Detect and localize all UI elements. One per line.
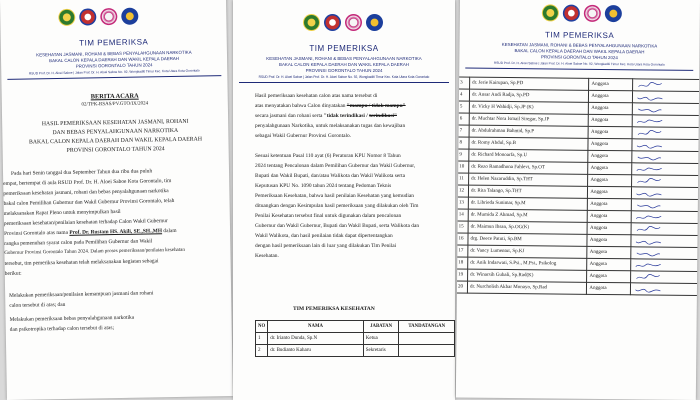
row-no: 2 bbox=[256, 345, 268, 357]
row-role: Anggota bbox=[588, 162, 632, 174]
paragraph-1-line-2: empat, bertempat di aula RSUD Prof. Dr. H. Aloei Saboe Kota Gorontalo, tim bbox=[3, 178, 172, 187]
row-name: dr. Ansar Andi Radja, Sp.PD bbox=[469, 89, 589, 102]
header-subtitle-1: KESEHATAN JASMANI, ROHANI & BEBAS PENYALAHGUNAAN NARKOTIKA bbox=[266, 56, 422, 61]
regulation-line-3: Bupati dan Wakil Bupati, dan/atau Walikota dan Wakil Walikota serta bbox=[255, 173, 405, 179]
header-subtitle-1: KESEHATAN JASMANI, ROHANI & BEBAS PENYALAHGUNAAN NARKOTIKA bbox=[501, 41, 658, 49]
row-signature bbox=[631, 283, 699, 296]
row-role: Anggota bbox=[589, 114, 633, 126]
row-signature bbox=[631, 259, 699, 272]
header-signature: TANDATANGAN bbox=[399, 321, 455, 333]
signature-mark bbox=[635, 141, 665, 149]
regulation-line-5: Pemeriksaan Kesehatan, bahwa hasil penilaian Kesehatan yang kemudian bbox=[255, 193, 414, 199]
row-role: Anggota bbox=[587, 270, 631, 282]
header-address: RSUD Prof. Dr. H. Aloei Saboe | Jalan Prof. Dr. H. Aloei Saboe No. 92, Wongkaditi Timur Kec. Kota Utara Kota Gorontalo bbox=[258, 75, 430, 79]
row-signature bbox=[632, 151, 700, 164]
row-signature bbox=[632, 163, 700, 176]
result-indication-struck: terindikasi" bbox=[369, 113, 397, 119]
signature-mark bbox=[634, 165, 664, 173]
row-role: Anggota bbox=[587, 258, 631, 270]
row-name: dr. Librieda Sunimar, Sp.M bbox=[468, 197, 588, 210]
paragraph-1-line-3: pemeriksaan kesehatan jasmani, rohani dan bebas penyalahgunaan narkotika bbox=[3, 188, 169, 197]
row-signature bbox=[633, 79, 700, 92]
list-item-a-line-1: Melakukan pemeriksaan/penilaian kemampuan jasmani dan rohani bbox=[9, 290, 154, 299]
row-name: dr. Vancy Lumentut, Sp.KJ bbox=[468, 245, 588, 258]
row-signature bbox=[632, 139, 700, 152]
regulation-line-4: Keputusan KPU No. 1090 tahun 2024 tentang Pedoman Teknis bbox=[255, 183, 392, 189]
result-line-1: Hasil pemeriksaan kesehatan calon atas nama tersebut di bbox=[255, 93, 378, 99]
row-role: Anggota bbox=[588, 210, 632, 222]
row-role: Anggota bbox=[588, 138, 632, 150]
row-no: 3 bbox=[458, 77, 470, 89]
regulation-line-2: 2024 tentang Pencalonan dalam Pemilihan Gubernur dan Wakil Gubernur, bbox=[255, 163, 416, 169]
row-no: 6 bbox=[457, 113, 469, 125]
signature-mark bbox=[635, 81, 665, 89]
row-name: dr. Maimun Ihsan, Sp.OG(K) bbox=[468, 221, 588, 234]
row-no: 20 bbox=[456, 281, 468, 293]
header-name: NAMA bbox=[268, 321, 364, 333]
regulation-line-7: Penilai Kesehatan tersebut final untuk digunakan dalam pencalonan bbox=[255, 213, 402, 219]
header-title: TIM PEMERIKSA bbox=[309, 44, 379, 53]
row-name: dr. Winarsih Gubali, Sp.Rad(K) bbox=[468, 269, 588, 282]
row-role: Anggota bbox=[589, 102, 633, 114]
row-name: dr. Rita Talango, Sp.THT bbox=[468, 185, 588, 198]
hospital-logo-icon bbox=[584, 5, 601, 22]
row-role: Anggota bbox=[587, 234, 631, 246]
row-name: dr. Anik Indarwati, S.Psi., M.Psi., Psikolog bbox=[468, 257, 588, 270]
signature-mark bbox=[635, 153, 665, 161]
header-logos bbox=[303, 14, 383, 31]
kpu-logo-icon bbox=[563, 5, 580, 22]
header-divider bbox=[239, 82, 449, 83]
document-page-1 bbox=[0, 0, 233, 400]
regulation-line-9: Wakil Walikota, dan hasil penilaian tidak dapat dipertentangkan bbox=[255, 233, 393, 239]
list-item-a-line-2: calon tersebut di atas; dan bbox=[9, 301, 66, 309]
row-no: 8 bbox=[457, 137, 469, 149]
regulation-line-10: dengan hasil pemeriksaan lain di luar yang dilakukan Tim Penilai bbox=[255, 243, 397, 249]
row-no: 17 bbox=[456, 245, 468, 257]
regulation-line-1: Sesuai ketentuan Pasal 110 ayat (6) Peraturan KPU Nomor 8 Tahun bbox=[255, 153, 401, 159]
table-row bbox=[456, 281, 699, 296]
table-row bbox=[256, 333, 455, 345]
doc-heading-1: HASIL PEMERIKSAAN KESEHATAN JASMANI, ROHANI bbox=[41, 118, 189, 128]
row-signature bbox=[633, 91, 700, 104]
row-role: Ketua bbox=[363, 333, 399, 345]
signature-mark bbox=[635, 93, 665, 101]
result-line-2 bbox=[255, 102, 453, 111]
row-no: 7 bbox=[457, 125, 469, 137]
bnn-logo-icon bbox=[366, 14, 383, 31]
province-emblem-icon bbox=[303, 14, 320, 31]
header-subtitle-3: PROVINSI GORONTALO TAHUN 2024 bbox=[540, 54, 618, 61]
row-name: dr. Romy Abdul, Sp.B bbox=[469, 137, 589, 150]
row-signature bbox=[631, 235, 699, 248]
row-name: dr. Vicky H Wahidji, Sp.JP (K) bbox=[469, 101, 589, 114]
row-no: 12 bbox=[456, 185, 468, 197]
regulation-line-8: Gubernur dan Wakil Gubernur, Bupati dan Wakil Bupati, serta Walikota dan bbox=[255, 223, 420, 229]
signature-mark bbox=[635, 105, 665, 113]
header-title: TIM PEMERIKSA bbox=[79, 37, 149, 48]
row-name: dr. Rezo Ramadhona Fahlevi, Sp.OT bbox=[469, 161, 589, 174]
row-name: dr. Irianto Dunda, Sp.N bbox=[268, 333, 364, 345]
header-subtitle-1: KESEHATAN JASMANI, ROHANI & BEBAS PENYALAHGUNAAN NARKOTIKA bbox=[36, 49, 192, 58]
row-role: Anggota bbox=[587, 282, 631, 294]
row-no: 19 bbox=[456, 269, 468, 281]
paragraph-1-line-4: bakal calon Pemilihan Gubernur dan Wakil Gubernur Provinsi Gorontalo, telah bbox=[3, 197, 175, 207]
province-emblem-icon bbox=[58, 9, 75, 26]
header-no: NO bbox=[256, 321, 268, 333]
header-subtitle-3: PROVINSI GORONTALO TAHUN 2024 bbox=[305, 68, 383, 73]
row-signature bbox=[632, 127, 700, 140]
row-no: 15 bbox=[456, 221, 468, 233]
paragraph-1-line-7-pre: Provinsi Gorontalo atas nama bbox=[4, 229, 69, 237]
paragraph-1-line-5: melaksanakan Rapat Pleno untuk menyimpulkan hasil bbox=[3, 208, 121, 217]
header-divider bbox=[465, 68, 693, 71]
row-signature bbox=[631, 247, 699, 260]
signature-mark bbox=[635, 129, 665, 137]
row-signature bbox=[633, 103, 700, 116]
result-line-2-pre: atas menyatakan bahwa Calon dinyatakan bbox=[255, 103, 346, 109]
row-role: Anggota bbox=[588, 126, 632, 138]
signature-mark bbox=[634, 249, 664, 257]
row-name: dr. Richard Monoarfa, Sp.U bbox=[469, 149, 589, 162]
team-table-continued bbox=[456, 76, 700, 296]
result-line-4: penyalahgunaan Narkotika, untuk melaksanakan tugas dan kewajiban bbox=[255, 123, 406, 129]
header-address: RSUD Prof. Dr. H. Aloei Saboe | Jalan Prof. Dr. H. Aloei Saboe No. 92, Wongkaditi Timur Kec. Kota Utara Kota Gorontalo bbox=[493, 60, 665, 67]
row-name: dr. Nurcholish Akbar Monayo, Sp.Rad bbox=[467, 281, 587, 294]
bnn-logo-icon bbox=[121, 8, 138, 25]
team-heading: TIM PEMERIKSA KESEHATAN bbox=[293, 306, 375, 312]
signature-mark bbox=[633, 261, 663, 269]
regulation-line-6: dituangkan dengan Kesimpulan hasil pemeriksaan yang dilakukan oleh Tim bbox=[255, 203, 419, 209]
row-no: 9 bbox=[457, 149, 469, 161]
row-role: Anggota bbox=[588, 186, 632, 198]
signature-mark bbox=[634, 177, 664, 185]
document-page-3 bbox=[456, 0, 700, 400]
row-no: 16 bbox=[456, 233, 468, 245]
row-signature bbox=[631, 211, 699, 224]
signature-mark bbox=[634, 189, 664, 197]
row-no: 4 bbox=[457, 89, 469, 101]
row-role: Anggota bbox=[587, 222, 631, 234]
row-name: dr. Mumida Z Ahmad, Sp.M bbox=[468, 209, 588, 222]
row-signature bbox=[631, 271, 699, 284]
row-role: Sekretaris bbox=[363, 345, 399, 357]
team-table bbox=[255, 320, 455, 357]
header-subtitle-2: BAKAL CALON KEPALA DAERAH DAN WAKIL KEPALA DAERAH bbox=[49, 55, 180, 64]
row-name: dr. Helen Nazaruddin, Sp.THT bbox=[469, 173, 589, 186]
row-signature bbox=[632, 115, 700, 128]
paragraph-1-line-11: berikut: bbox=[4, 270, 22, 277]
province-emblem-icon bbox=[542, 4, 559, 21]
row-role: Anggota bbox=[589, 90, 633, 102]
header-subtitle-2: BAKAL CALON KEPALA DAERAH DAN WAKIL KEPALA DAERAH bbox=[514, 48, 645, 55]
row-signature bbox=[399, 345, 455, 357]
hospital-logo-icon bbox=[100, 8, 117, 25]
result-indication-status: "tidak terindikasi / bbox=[323, 113, 368, 119]
signature-mark bbox=[635, 117, 665, 125]
doc-heading-4: PROVINSI GORONTALO TAHUN 2024 bbox=[66, 146, 165, 154]
result-line-3-pre: secara jasmani dan rohani serta bbox=[255, 113, 323, 119]
row-signature bbox=[631, 223, 699, 236]
hospital-logo-icon bbox=[345, 14, 362, 31]
header-logos bbox=[58, 8, 138, 26]
regulation-line-11: Kesehatan. bbox=[255, 253, 279, 259]
header-logos bbox=[542, 4, 622, 22]
kpu-logo-icon bbox=[324, 14, 341, 31]
row-no: 13 bbox=[456, 197, 468, 209]
table-row bbox=[256, 345, 455, 357]
document-page-2 bbox=[233, 0, 455, 400]
kpu-logo-icon bbox=[79, 8, 96, 25]
paragraph-1-line-9: Gubernur Provinsi Gorontalo Tahun 2024. Dalam proses pemeriksaan/penilaian kesehatan bbox=[4, 247, 185, 256]
result-line-3 bbox=[255, 112, 453, 121]
header-role: JABATAN bbox=[363, 321, 399, 333]
signature-mark bbox=[634, 225, 664, 233]
list-item-b-line-1: Melakukan pemeriksaan bebas penyalahgunaan narkotika bbox=[9, 314, 135, 323]
paragraph-1-line-8: rangka pemenuhan syarat calon pada Pemilihan Gubernur dan Wakil bbox=[4, 238, 153, 247]
row-name: dr. Abdulrahman Bahmid, Sp.P bbox=[469, 125, 589, 138]
row-name: dr. Budianto Kaharu bbox=[268, 345, 364, 357]
header-address: RSUD Prof. Dr. H. Aloei Saboe | Jalan Prof. Dr. H. Aloei Saboe No. 92, Wongkaditi Timur Kec. Kota Utara Kota Gorontalo bbox=[28, 68, 200, 76]
row-role: Anggota bbox=[588, 174, 632, 186]
signature-mark bbox=[634, 201, 664, 209]
row-no: 11 bbox=[457, 173, 469, 185]
paragraph-1-line-6: pemeriksaan kesehatan/penilaian kesehatan terhadap Calon Wakil Gubernur bbox=[3, 218, 168, 227]
doc-heading-2: DAN BEBAS PENYALAHGUNAAN NARKOTIKA bbox=[52, 127, 179, 137]
candidate-name: Prof. Dr. Rustam HS. Akili, SE.,SH.,MH bbox=[69, 228, 163, 236]
table-header-row bbox=[256, 321, 455, 333]
row-no: 1 bbox=[256, 333, 268, 345]
doc-heading-3: BAKAL CALON KEPALA DAERAH DAN WAKIL KEPALA DAERAH bbox=[28, 136, 203, 146]
row-name: dr. Muchtar Nora Ismail Siregar, Sp.JP bbox=[469, 113, 589, 126]
row-role: Anggota bbox=[588, 198, 632, 210]
paragraph-1-line-1: Pada hari Senin tanggal dua September Tahun dua ribu dua puluh bbox=[10, 168, 153, 177]
row-role: Anggota bbox=[589, 78, 633, 90]
row-no: 18 bbox=[456, 257, 468, 269]
row-no: 14 bbox=[456, 209, 468, 221]
row-name: drg. Deece Patuti, Sp.BM bbox=[468, 233, 588, 246]
doc-number: 02/TPK-RSAS/PV.GTO/IX/2024 bbox=[81, 101, 149, 108]
row-name: dr. Jerie Kairupan, Sp.PD bbox=[470, 77, 590, 90]
row-signature bbox=[632, 187, 700, 200]
header-title: TIM PEMERIKSA bbox=[544, 30, 615, 41]
header-divider bbox=[7, 75, 221, 80]
bnn-logo-icon bbox=[605, 5, 622, 22]
result-line-5: sebagai Wakil Gubernur Provinsi Gorontalo. bbox=[255, 133, 352, 139]
signature-mark bbox=[633, 285, 663, 293]
list-item-b-line-2: dan psikotropika terhadap calon tersebut di atas; bbox=[9, 325, 114, 333]
signature-mark bbox=[634, 213, 664, 221]
header-subtitle-3: PROVINSI GORONTALO TAHUN 2024 bbox=[75, 62, 153, 69]
row-no: 5 bbox=[457, 101, 469, 113]
signature-mark bbox=[634, 237, 664, 245]
header-subtitle-2: BAKAL CALON KEPALA DAERAH DAN WAKIL KEPALA DAERAH bbox=[279, 62, 409, 67]
result-able-status: "mampu / tidak mampu" bbox=[346, 103, 406, 109]
row-role: Anggota bbox=[588, 150, 632, 162]
row-role: Anggota bbox=[587, 246, 631, 258]
signature-mark bbox=[633, 273, 663, 281]
row-no: 10 bbox=[457, 161, 469, 173]
row-signature bbox=[632, 175, 700, 188]
row-signature bbox=[399, 333, 455, 345]
paragraph-1-line-10: tersebut, tim pemeriksa kesehatan telah melaksanakan kegiatan sebagai bbox=[4, 258, 159, 267]
doc-title: BERITA ACARA bbox=[90, 92, 139, 101]
row-signature bbox=[632, 199, 700, 212]
paragraph-1-line-7-post: dalam bbox=[163, 227, 177, 235]
